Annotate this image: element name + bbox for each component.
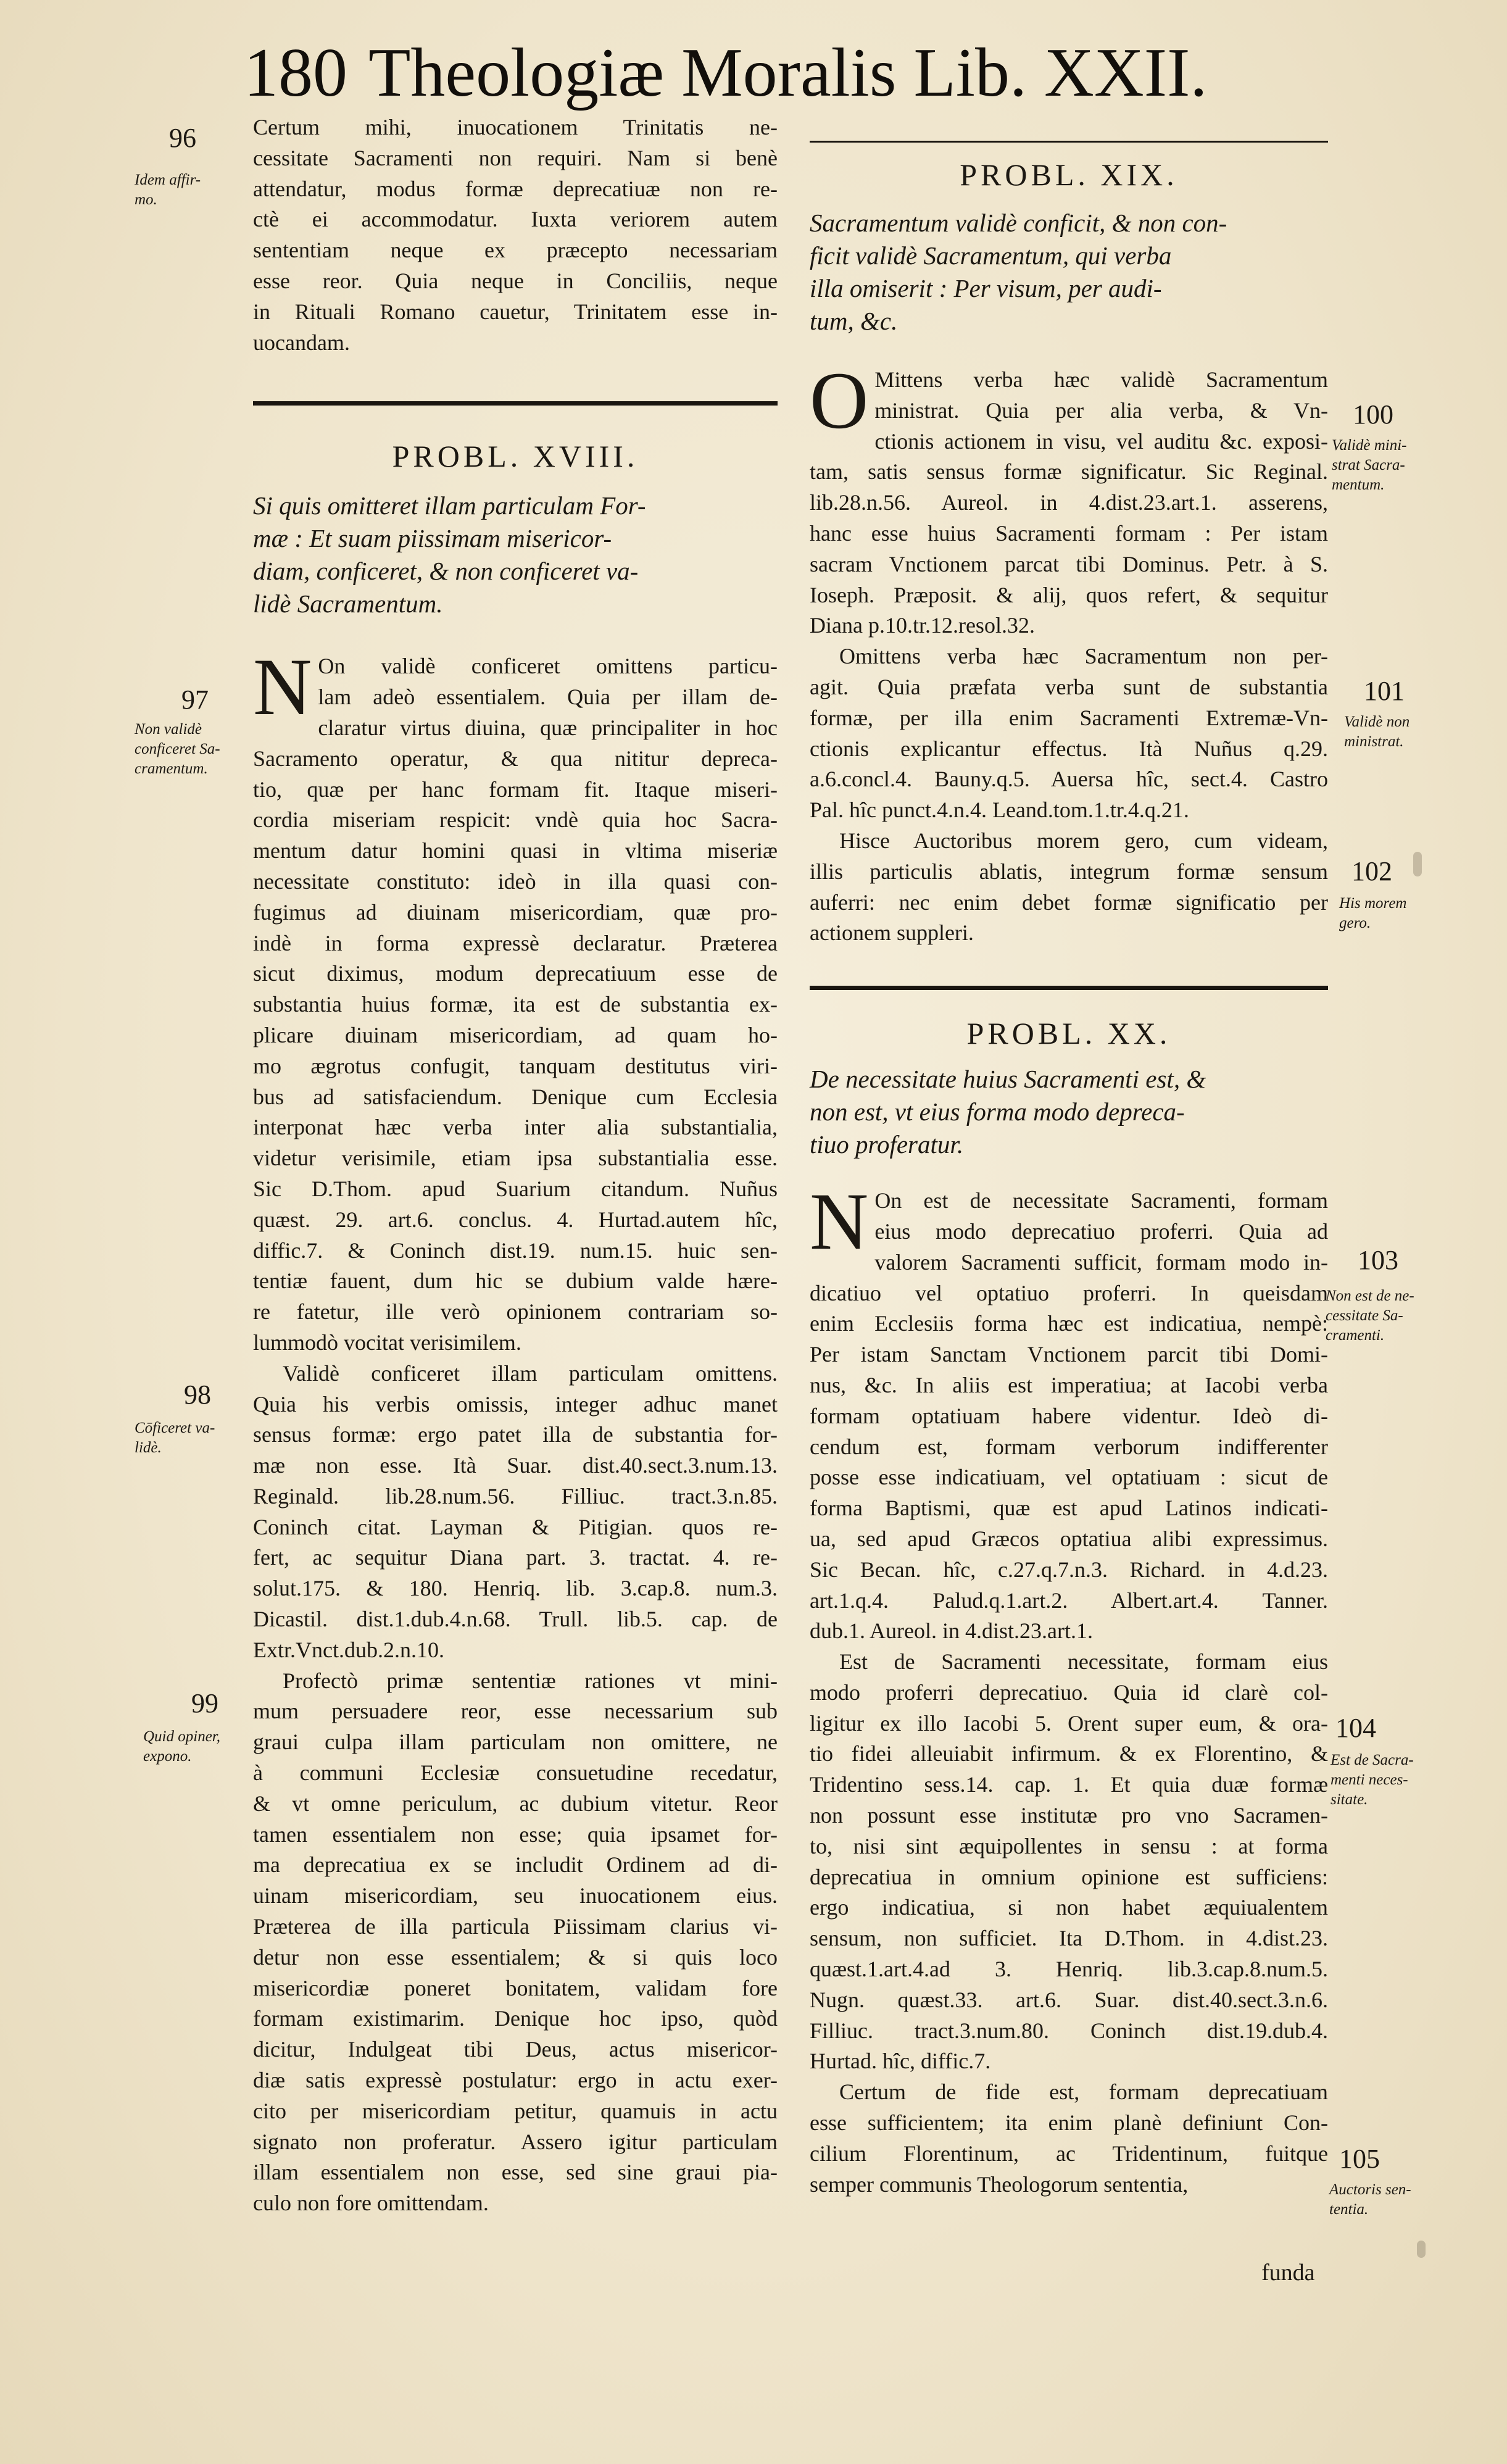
paragraph-104 (810, 1647, 1328, 2077)
text-line: quæst. 29. art.6. conclus. 4. Hurtad.autem hîc, (253, 1207, 778, 1232)
text-line: cessitate Sacramenti non requiri. Nam si benè (253, 145, 778, 170)
text-line: formam existimarim. Denique hoc ipso, quòd (253, 2006, 778, 2031)
text-line: bus ad satisfaciendum. Denique cum Ecclesia (253, 1084, 778, 1109)
text-line: Certum de fide est, formam deprecatiuam (839, 2079, 1328, 2105)
text-line: & vt omne periculum, ac dubium vitetur. Reor (253, 1791, 778, 1816)
margin-number-99: 99 (191, 1688, 218, 1718)
text-line: ministrat. Quia per alia verba, & Vn- (874, 397, 1328, 423)
running-head (244, 36, 1293, 110)
section-rule (253, 401, 778, 406)
text-line: sententiam neque ex præcepto necessariam (253, 238, 778, 263)
margin-number-102: 102 (1351, 856, 1392, 886)
text-line: ctè ei accommodatur. Iuxta veriorem autem (253, 207, 778, 232)
text-line: illam essentialem non esse, sed sine graui pia- (253, 2160, 778, 2185)
text-line: Præterea de illa particula Piissimam clarius vi- (253, 1914, 778, 1939)
text-line: attendatur, modus formæ deprecatiuæ non re- (253, 176, 778, 201)
text-line: Omittens verba hæc Sacramentum non per- (839, 644, 1328, 669)
text-line: tam, satis sensus formæ significatur. Sic Reginal. (810, 459, 1328, 485)
text-line: esse reor. Quia neque in Conciliis, neque (253, 268, 778, 293)
text-line: tio, quæ per hanc formam fit. Itaque miseri- (253, 776, 778, 802)
text-line: actionem suppleri. (810, 920, 974, 946)
text-line: sensum, non sufficiet. Ita D.Thom. in 4.dist.23. (810, 1926, 1328, 1951)
text-line: Diana p.10.tr.12.resol.32. (810, 613, 1035, 638)
text-line: uocandam. (253, 330, 350, 355)
text-line: agit. Quia præfata verba sunt de substantia (810, 674, 1328, 699)
text-line: lib.28.n.56. Aureol. in 4.dist.23.art.1. asserens, (810, 490, 1328, 515)
margin-number-97: 97 (181, 685, 209, 715)
paragraph-100-block (810, 355, 1328, 641)
margin-note-101: Validè non ministrat. (1344, 714, 1410, 750)
probl-xviii-heading: PROBL. XVIII. (392, 439, 639, 474)
text-line: Ioseph. Præposit. & alij, quos refert, & sequitur (810, 582, 1328, 607)
text-line: non possunt esse institutæ pro vno Sacramen- (810, 1803, 1328, 1828)
ink-mark (1417, 2241, 1426, 2258)
text-line: dicatiuo vel optatiuo proferri. In queisdam (810, 1280, 1328, 1305)
text-line: necessitate constituto: ideò in illa quasi con- (253, 868, 778, 894)
margin-number-100: 100 (1353, 399, 1393, 430)
text-line: interponat hæc verba inter alia substantialia, (253, 1115, 778, 1140)
text-line: substantia huius formæ, ita est de substantia ex- (253, 992, 778, 1017)
text-line: quæst.1.art.4.ad 3. Henriq. lib.3.cap.8.num.5. (810, 1957, 1328, 1982)
text-line: plicare diuinam misericordiam, ad quam ho- (253, 1022, 778, 1047)
paragraph-101 (810, 641, 1328, 826)
paragraph-97-block (253, 641, 778, 1358)
text-line: Coninch citat. Layman & Pitigian. quos re- (253, 1514, 778, 1539)
text-line: Si quis omitteret illam particulam For- (253, 491, 646, 520)
right-column (810, 148, 1328, 2200)
text-line: valorem Sacramenti sufficit, formam modo in- (874, 1249, 1328, 1275)
text-line: Sic D.Thom. apud Suarium citandum. Nuñus (253, 1176, 778, 1201)
probl-xviii-rubric (253, 489, 778, 620)
text-line: tio fidei alleuiabit infirmum. & ex Florentino, & (810, 1741, 1328, 1767)
text-line: tiuo proferatur. (810, 1130, 964, 1159)
text-line: tum, &c. (810, 307, 898, 335)
text-line: sensus formæ: ergo patet illa de substantia for- (253, 1422, 778, 1447)
text-line: to, nisi sint æquipollentes in sensu : at forma (810, 1833, 1328, 1858)
text-line: mæ : Et suam piissimam misericor- (253, 524, 612, 553)
page-number: 180 (244, 35, 347, 111)
text-line: ua, sed apud Græcos optatiua alibi expressimus. (810, 1526, 1328, 1551)
text-line: a.6.concl.4. Bauny.q.5. Auersa hîc, sect.4. Castro (810, 767, 1328, 792)
margin-note-102: His morem gero. (1339, 895, 1407, 931)
text-line: uinam misericordiam, seu inuocationem eius. (253, 1883, 778, 1908)
margin-note-100: Validè mini- strat Sacra- mentum. (1332, 437, 1407, 493)
text-line: dub.1. Aureol. in 4.dist.23.art.1. (810, 1618, 1093, 1644)
text-line: art.1.q.4. Palud.q.1.art.2. Albert.art.4. Tanner. (810, 1588, 1328, 1613)
margin-number-96: 96 (169, 123, 196, 153)
text-line: non est, vt eius forma modo depreca- (810, 1097, 1185, 1126)
text-line: Extr.Vnct.dub.2.n.10. (253, 1637, 444, 1662)
text-line: tentiæ fauent, dum hic se dubium valde hære- (253, 1268, 778, 1294)
text-line: hanc esse huius Sacramenti formam : Per istam (810, 520, 1328, 546)
text-line: On validè conficeret omittens particu- (318, 654, 778, 679)
paragraph-99 (253, 1666, 778, 2219)
text-line: illa omiserit : Per visum, per audi- (810, 274, 1162, 302)
text-line: mum persuadere reor, esse necessarium sub (253, 1699, 778, 1724)
margin-note-96: Idem affir- mo. (135, 172, 201, 208)
dropcap-o: O (810, 355, 869, 446)
text-line: Hisce Auctoribus morem gero, cum videam, (839, 828, 1328, 853)
text-line: forma Baptismi, quæ est apud Latinos indicati- (810, 1496, 1328, 1521)
section-rule (810, 986, 1328, 990)
text-line: tamen essentialem non esse; quia ipsamet for- (253, 1821, 778, 1847)
running-title: Theologiæ Moralis Lib. XXII. (368, 35, 1208, 111)
text-line: Validè conficeret illam particulam omittens. (283, 1360, 778, 1386)
ink-mark (1413, 852, 1422, 876)
text-line: Filliuc. tract.3.num.80. Coninch dist.19.dub.4. (810, 2018, 1328, 2043)
catchword: funda (1261, 2260, 1315, 2286)
text-line: esse sufficientem; ita enim planè definiunt Con- (810, 2110, 1328, 2136)
text-line: à communi Ecclesiæ consuetudine recedatur, (253, 1760, 778, 1786)
probl-xix-rubric (810, 207, 1328, 338)
text-line: Nugn. quæst.33. art.6. Suar. dist.40.sect.3.n.6. (810, 1987, 1328, 2012)
text-line: enim Ecclesiis forma hæc est indicatiua, nempè: (810, 1311, 1328, 1336)
text-line: sicut diximus, modum deprecatiuum esse de (253, 961, 778, 986)
paragraph-102 (810, 826, 1328, 949)
probl-xx-rubric (810, 1063, 1328, 1161)
text-line: indè in forma expressè declaratur. Præterea (253, 930, 778, 955)
text-line: ctionis explicantur effectus. Ità Nuñus q.29. (810, 736, 1328, 761)
left-column (253, 112, 778, 2219)
text-line: ctionis actionem in visu, vel auditu &c. exposi- (874, 428, 1328, 454)
text-line: in Rituali Romano cauetur, Trinitatem esse in- (253, 299, 778, 324)
top-rule (810, 141, 1328, 143)
text-line: On est de necessitate Sacramenti, formam (874, 1188, 1328, 1213)
paragraph-103 (810, 1176, 1328, 1647)
text-line: ergo indicatiua, si non habet æquiualentem (810, 1895, 1328, 1920)
text-line: mentum datur homini quasi in vltima miseriæ (253, 838, 778, 864)
text-line: eius modo deprecatiuo proferri. Quia ad (874, 1218, 1328, 1244)
text-line: Tridentino sess.14. cap. 1. Et quia duæ formæ (810, 1772, 1328, 1797)
text-line: mæ non esse. Ità Suar. dist.40.sect.3.num.13. (253, 1453, 778, 1478)
text-line: Sic Becan. hîc, c.27.q.7.n.3. Richard. in 4.d.23. (810, 1557, 1328, 1582)
text-line: fugimus ad diuinam misericordiam, quæ pro- (253, 899, 778, 925)
text-line: ma deprecatiua ex se includit Ordinem ad di- (253, 1852, 778, 1878)
text-line: modo proferri deprecatiuo. Quia id clarè col- (810, 1679, 1328, 1705)
text-line: semper communis Theologorum sententia, (810, 2171, 1189, 2197)
text-line: Per istam Sanctam Vnctionem parcit tibi Domi- (810, 1342, 1328, 1367)
text-line: diffic.7. & Coninch dist.19. num.15. huic sen- (253, 1238, 778, 1263)
text-line: ligitur ex illo Iacobi 5. Orent super eum, & ora- (810, 1710, 1328, 1736)
text-line: claratur virtus diuina, quæ principaliter in hoc (318, 715, 778, 740)
text-line: Sacramentum validè conficit, & non con- (810, 209, 1227, 237)
probl-xix-heading: PROBL. XIX. (960, 157, 1178, 192)
text-line: Profectò primæ sententiæ rationes vt mini- (283, 1668, 778, 1693)
margin-note-104: Est de Sacra- menti neces- sitate. (1331, 1752, 1414, 1808)
paragraph-98 (253, 1359, 778, 1666)
text-line: fert, ac sequitur Diana part. 3. tractat. 4. re- (253, 1545, 778, 1570)
text-line: Est de Sacramenti necessitate, formam eius (839, 1649, 1328, 1675)
text-line: formæ, per illa enim Sacramenti Extremæ-Vn- (810, 705, 1328, 730)
text-line: Hurtad. hîc, diffic.7. (810, 2049, 991, 2074)
margin-note-98: Cōficeret va- lidè. (135, 1420, 215, 1456)
text-line: nus, &c. In aliis est imperatiua; at Iacobi verba (810, 1372, 1328, 1397)
text-line: cilium Florentinum, ac Tridentinum, fuitque (810, 2141, 1328, 2166)
text-line: Pal. hîc punct.4.n.4. Leand.tom.1.tr.4.q.21. (810, 797, 1189, 823)
margin-number-103: 103 (1358, 1245, 1398, 1275)
paragraph-97 (253, 641, 778, 1358)
text-line: signato non proferatur. Assero igitur particulam (253, 2129, 778, 2154)
margin-number-101: 101 (1364, 676, 1405, 706)
margin-number-105: 105 (1339, 2144, 1380, 2174)
dropcap-n: N (253, 641, 312, 733)
text-line: Certum mihi, inuocationem Trinitatis ne- (253, 115, 778, 139)
text-line: Quia his verbis omissis, integer adhuc manet (253, 1391, 778, 1417)
text-line: lidè Sacramentum. (253, 589, 443, 618)
text-line: cendum est, formam verborum indifferenter (810, 1434, 1328, 1459)
text-line: formam optatiuam habere videntur. Ideò di- (810, 1403, 1328, 1428)
text-line: detur non esse essentialem; & si quis loco (253, 1944, 778, 1970)
text-line: videtur verisimile, etiam ipsa substantialia esse. (253, 1146, 778, 1171)
paragraph-100 (810, 355, 1328, 641)
text-line: ficit validè Sacramentum, qui verba (810, 241, 1172, 270)
dropcap-n: N (810, 1176, 869, 1267)
text-line: diæ satis expressè postulatur: ergo in actu exer- (253, 2068, 778, 2093)
text-line: misericordiæ poneret bonitatem, validam fore (253, 1975, 778, 2000)
text-line: culo non fore omittendam. (253, 2191, 489, 2216)
text-line: deprecatiua in omnium opinione est sufficiens: (810, 1864, 1328, 1889)
text-line: De necessitate huius Sacramenti est, & (810, 1065, 1206, 1094)
text-line: re fatetur, ille verò opinionem contrariam so- (253, 1299, 778, 1325)
margin-note-97: Non validè conficeret Sa- cramentum. (135, 721, 220, 777)
margin-note-103: Non est de ne- cessitate Sa- cramenti. (1326, 1288, 1414, 1344)
text-line: auferri: nec enim debet formæ significatio per (810, 889, 1328, 915)
margin-note-105: Auctoris sen- tentia. (1329, 2181, 1411, 2218)
text-line: lam adeò essentialem. Quia per illam de- (318, 685, 778, 710)
text-line: Sacramento operatur, & qua nititur depreca- (253, 746, 778, 771)
paragraph-96 (253, 112, 778, 358)
text-line: cordia miseriam respicit: vndè quia hoc Sacra- (253, 807, 778, 833)
margin-note-99: Quid opiner, expono. (143, 1728, 220, 1765)
text-line: dicitur, Indulgeat tibi Deus, actus misericor- (253, 2037, 778, 2062)
text-line: cito per misericordiam petitur, quamuis in actu (253, 2098, 778, 2123)
text-line: Dicastil. dist.1.dub.4.n.68. Trull. lib.5. cap. de (253, 1607, 778, 1632)
text-line: Reginald. lib.28.num.56. Filliuc. tract.3.n.85. (253, 1483, 778, 1509)
margin-number-98: 98 (184, 1380, 211, 1410)
text-line: sacram Vnctionem parcat tibi Dominus. Petr. à S. (810, 551, 1328, 576)
paragraph-103-block (810, 1176, 1328, 1647)
probl-xx-heading: PROBL. XX. (966, 1016, 1171, 1051)
text-line: mo ægrotus confugit, tanquam destitutus viri- (253, 1053, 778, 1078)
text-line: graui culpa illam particulam non omittere, ne (253, 1729, 778, 1755)
text-line: solut.175. & 180. Henriq. lib. 3.cap.8. num.3. (253, 1576, 778, 1601)
text-line: lummodò vocitat verisimilem. (253, 1330, 521, 1355)
text-line: posse esse indicatiuam, vel optatiuam : sicut de (810, 1465, 1328, 1490)
text-line: Mittens verba hæc validè Sacramentum (874, 367, 1328, 392)
text-line: illis particulis ablatis, integrum formæ sensum (810, 859, 1328, 884)
paragraph-105 (810, 2077, 1328, 2200)
text-line: diam, conficeret, & non conficeret va- (253, 557, 639, 586)
margin-number-104: 104 (1335, 1713, 1376, 1743)
